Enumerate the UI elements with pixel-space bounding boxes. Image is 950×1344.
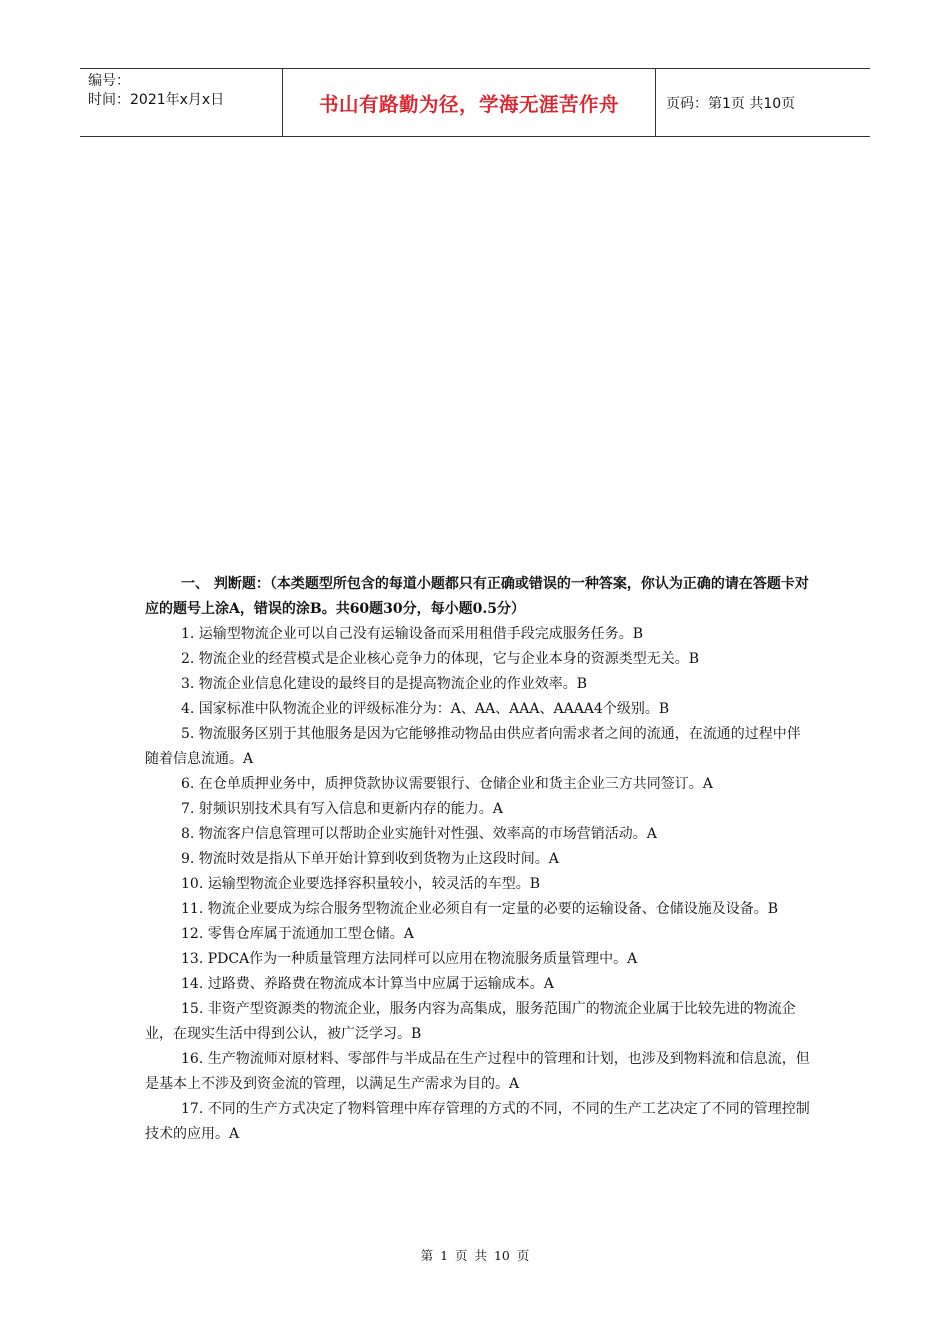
document-time-label: 时间：2021年x月x日: [88, 92, 225, 108]
question-item: 12. 零售仓库属于流通加工型仓储。A: [181, 926, 414, 942]
page-footer: 第 1 页 共 10 页: [420, 1248, 530, 1263]
question-item: 2. 物流企业的经营模式是企业核心竞争力的体现，它与企业本身的资源类型无关。B: [181, 651, 700, 667]
question-item: 8. 物流客户信息管理可以帮助企业实施针对性强、效率高的市场营销活动。A: [181, 826, 657, 842]
question-item: 7. 射频识别技术具有写入信息和更新内存的能力。A: [181, 801, 503, 817]
question-item: 6. 在仓单质押业务中，质押贷款协议需要银行、仓储企业和货主企业三方共同签订。A: [181, 776, 713, 792]
header-motto-cell: [283, 69, 656, 136]
question-item: 5. 物流服务区别于其他服务是因为它能够推动物品由供应者向需求者之间的流通，在流通的过程中伴随着信息流通。A: [145, 726, 801, 767]
header-page-info: 页码：第1页 共10页: [666, 95, 796, 112]
question-item: 17. 不同的生产方式决定了物料管理中库存管理的方式的不同，不同的生产工艺决定了不同的管理控制技术的应用。A: [145, 1101, 810, 1142]
section-title: 一、 判断题：（本类题型所包含的每道小题都只有正确或错误的一种答案，你认为正确的请在答题卡对应的题号上涂A，错误的涂B。共60题30分，每小题0.5分）: [145, 576, 809, 617]
question-item: 1. 运输型物流企业可以自己没有运输设备而采用租借手段完成服务任务。B: [181, 626, 644, 642]
question-item: 10. 运输型物流企业要选择容积量较小，较灵活的车型。B: [181, 876, 541, 892]
question-item: 13. PDCA作为一种质量管理方法同样可以应用在物流服务质量管理中。A: [181, 951, 638, 967]
document-body: [145, 572, 810, 1147]
header-meta: [80, 69, 283, 136]
question-item: 11. 物流企业要成为综合服务型物流企业必须自有一定量的必要的运输设备、仓储设施及设备。B: [181, 901, 779, 917]
question-item: 15. 非资产型资源类的物流企业，服务内容为高集成，服务范围广的物流企业属于比较先进的物流企业，在现实生活中得到公认，被广泛学习。B: [145, 1001, 796, 1042]
header-motto: 书山有路勤为径，学海无涯苦作舟: [318, 92, 619, 116]
question-item: 4. 国家标准中队物流企业的评级标准分为：A、AA、AAA、AAAA4个级别。B: [181, 701, 670, 717]
header-page-info-cell: [656, 69, 870, 136]
document-number-label: 编号：: [88, 73, 130, 89]
question-item: 3. 物流企业信息化建设的最终目的是提高物流企业的作业效率。B: [181, 676, 588, 692]
question-item: 16. 生产物流师对原材料、零部件与半成品在生产过程中的管理和计划，也涉及到物料流和信息流，但是基本上不涉及到资金流的管理，以满足生产需求为目的。A: [145, 1051, 810, 1092]
question-item: 14. 过路费、养路费在物流成本计算当中应属于运输成本。A: [181, 976, 554, 992]
page-header: [80, 68, 870, 137]
question-item: 9. 物流时效是指从下单开始计算到收到货物为止这段时间。A: [181, 851, 559, 867]
